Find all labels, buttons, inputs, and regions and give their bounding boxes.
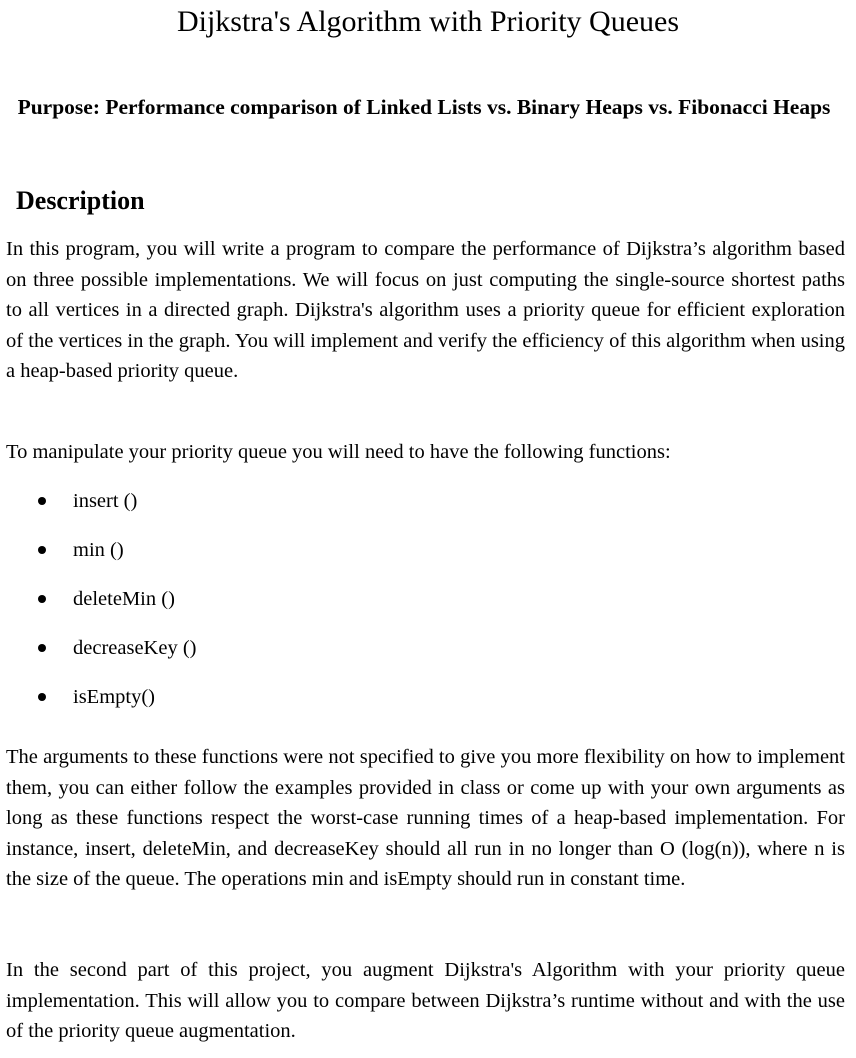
- document-title: Dijkstra's Algorithm with Priority Queues: [176, 5, 680, 38]
- function-name: deleteMin (): [73, 588, 175, 610]
- paragraph-arguments: The arguments to these functions were not specified to give you more flexibility on how to implement them, you can either follow the examples provided in class or come up with your own arguments as long as these functions respect the worst-case running times of a heap-based implementation. For instance, insert, deleteMin, and decreaseKey should all run in no longer than O (log(n)), where n is the size of the queue. The operations min and isEmpty should run in constant time.: [6, 746, 845, 890]
- purpose-statement: Purpose: Performance comparison of Linked Lists vs. Binary Heaps vs. Fibonacci Heaps: [17, 95, 831, 119]
- bullet-icon: [38, 595, 46, 603]
- bullet-icon: [38, 497, 46, 505]
- paragraph-second-part: In the second part of this project, you augment Dijkstra's Algorithm with your priority queue implementation. This will allow you to compare between Dijkstra’s runtime without and with the use of the priority queue augmentation.: [6, 959, 845, 1042]
- section-heading-description: Description: [16, 186, 145, 215]
- bullet-icon: [38, 546, 46, 554]
- function-name: decreaseKey (): [73, 637, 197, 659]
- paragraph-functions-intro: To manipulate your priority queue you will need to have the following functions:: [6, 441, 671, 463]
- function-name: insert (): [73, 490, 138, 512]
- paragraph-intro: In this program, you will write a program to compare the performance of Dijkstra’s algorithm based on three possible implementations. We will focus on just computing the single-source shortest paths to all vertices in a directed graph. Dijkstra's algorithm uses a priority queue for efficient exploration of the vertices in the graph. You will implement and verify the efficiency of this algorithm when using a heap-based priority queue.: [6, 238, 845, 382]
- function-name: isEmpty(): [73, 686, 155, 708]
- bullet-icon: [38, 693, 46, 701]
- bullet-icon: [38, 644, 46, 652]
- function-name: min (): [73, 539, 124, 561]
